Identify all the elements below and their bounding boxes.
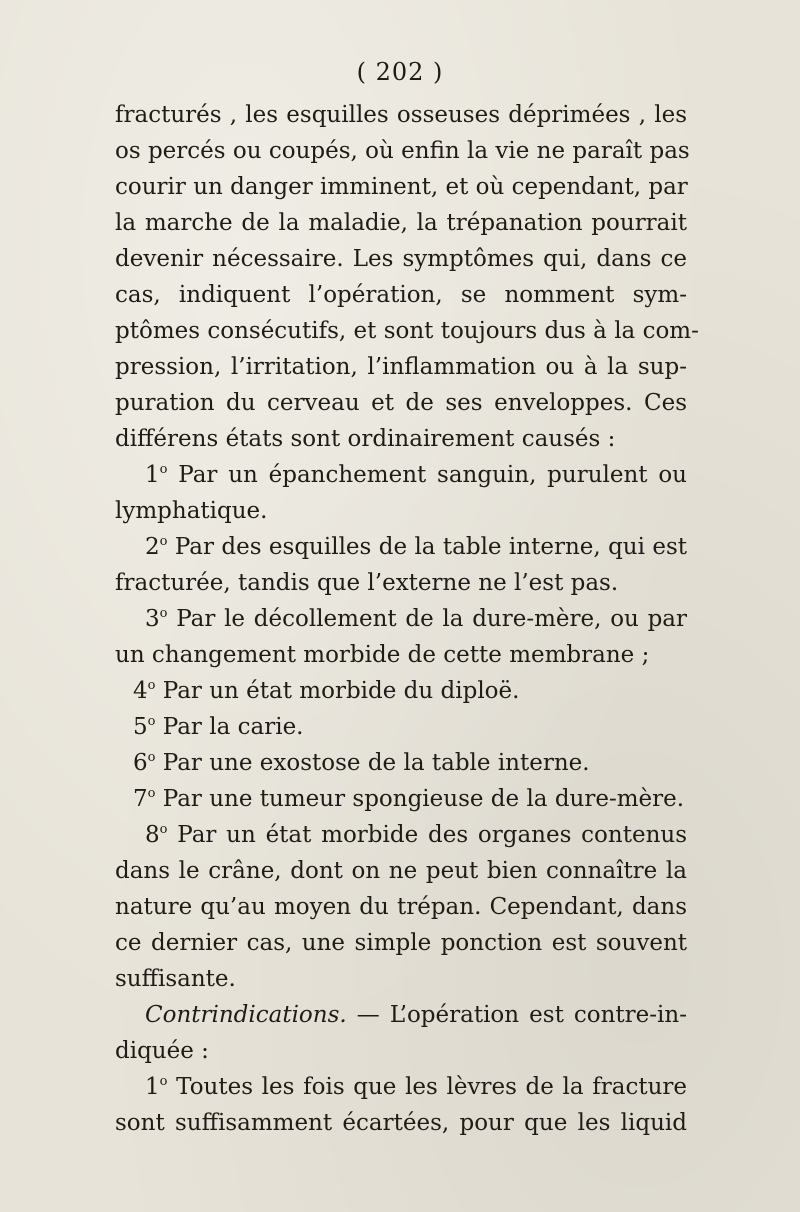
item-text: Par la carie. (162, 714, 304, 740)
ordinal-mark: o (147, 786, 156, 801)
line-text: — L’opération est contre-in- (356, 1002, 687, 1028)
text-line: pression, l’irritation, l’inflammation ou à la sup- (115, 354, 687, 380)
text-line: ptômes consécutifs, et sont toujours dus à la com- (115, 318, 699, 344)
ordinal-mark: o (147, 750, 156, 765)
text-line: devenir nécessaire. Les symptômes qui, dans ce (115, 246, 687, 272)
enumerated-item-3 (115, 601, 687, 637)
item-number: 1 (145, 1074, 160, 1100)
item-text: Toutes les fois que les lèvres de la fracture (176, 1074, 688, 1100)
enumerated-item-1 (115, 457, 687, 493)
ordinal-mark: o (147, 678, 156, 693)
item-number: 6 (133, 750, 148, 776)
item-number: 3 (145, 606, 160, 632)
enumerated-item-7 (115, 781, 687, 817)
text-line: différens états sont ordinairement causés : (115, 426, 616, 452)
enumerated-item-2 (115, 529, 687, 565)
enumerated-item-6 (115, 745, 687, 781)
text-line: ce dernier cas, une simple ponction est souvent (115, 930, 687, 956)
ordinal-mark: o (147, 714, 156, 729)
text-line: suffisante. (115, 966, 236, 992)
body-text (115, 97, 699, 1141)
ordinal-mark: o (159, 534, 168, 549)
item-text: Par un épanchement sanguin, purulent ou (178, 462, 687, 488)
enumerated-item-contra-1 (115, 1069, 687, 1105)
text-line: sont suffisamment écartées, pour que les liquid (115, 1110, 687, 1136)
text-line: fracturés , les esquilles osseuses déprimées , les (115, 102, 687, 128)
text-line: nature qu’au moyen du trépan. Cependant, dans (115, 894, 687, 920)
italic-heading: Contrindications. (145, 1002, 347, 1028)
item-text: Par une tumeur spongieuse de la dure-mère. (162, 786, 685, 812)
item-number: 5 (133, 714, 148, 740)
ordinal-mark: o (159, 1074, 168, 1089)
text-line: os percés ou coupés, où enfin la vie ne paraît pas (115, 138, 690, 164)
text-line: fracturée, tandis que l’externe ne l’est pas. (115, 570, 619, 596)
item-number: 1 (145, 462, 160, 488)
item-number: 7 (133, 786, 148, 812)
item-text: Par une exostose de la table interne. (162, 750, 590, 776)
ordinal-mark: o (159, 606, 168, 621)
contraindications-line (115, 997, 687, 1033)
text-line: cas, indiquent l’opération, se nomment sym- (115, 282, 687, 308)
enumerated-item-4 (115, 673, 687, 709)
text-line: courir un danger imminent, et où cependant, par (115, 174, 688, 200)
text-line: dans le crâne, dont on ne peut bien connaître la (115, 858, 687, 884)
text-line: puration du cerveau et de ses enveloppes. Ces (115, 390, 687, 416)
item-number: 4 (133, 678, 148, 704)
text-line: lymphatique. (115, 498, 268, 524)
item-text: Par un état morbide des organes contenus (177, 822, 688, 848)
page-number: ( 202 ) (356, 58, 444, 86)
item-number: 8 (145, 822, 160, 848)
text-line: un changement morbide de cette membrane ; (115, 642, 650, 668)
item-text: Par le décollement de la dure-mère, ou par (176, 606, 688, 632)
text-line: diquée : (115, 1038, 209, 1064)
item-number: 2 (145, 534, 160, 560)
item-text: Par des esquilles de la table interne, qui est (174, 534, 688, 560)
ordinal-mark: o (159, 822, 168, 837)
ordinal-mark: o (159, 462, 168, 477)
item-text: Par un état morbide du diploë. (162, 678, 520, 704)
enumerated-item-5 (115, 709, 687, 745)
enumerated-item-8 (115, 817, 687, 853)
text-line: la marche de la maladie, la trépanation pourrait (115, 210, 687, 236)
